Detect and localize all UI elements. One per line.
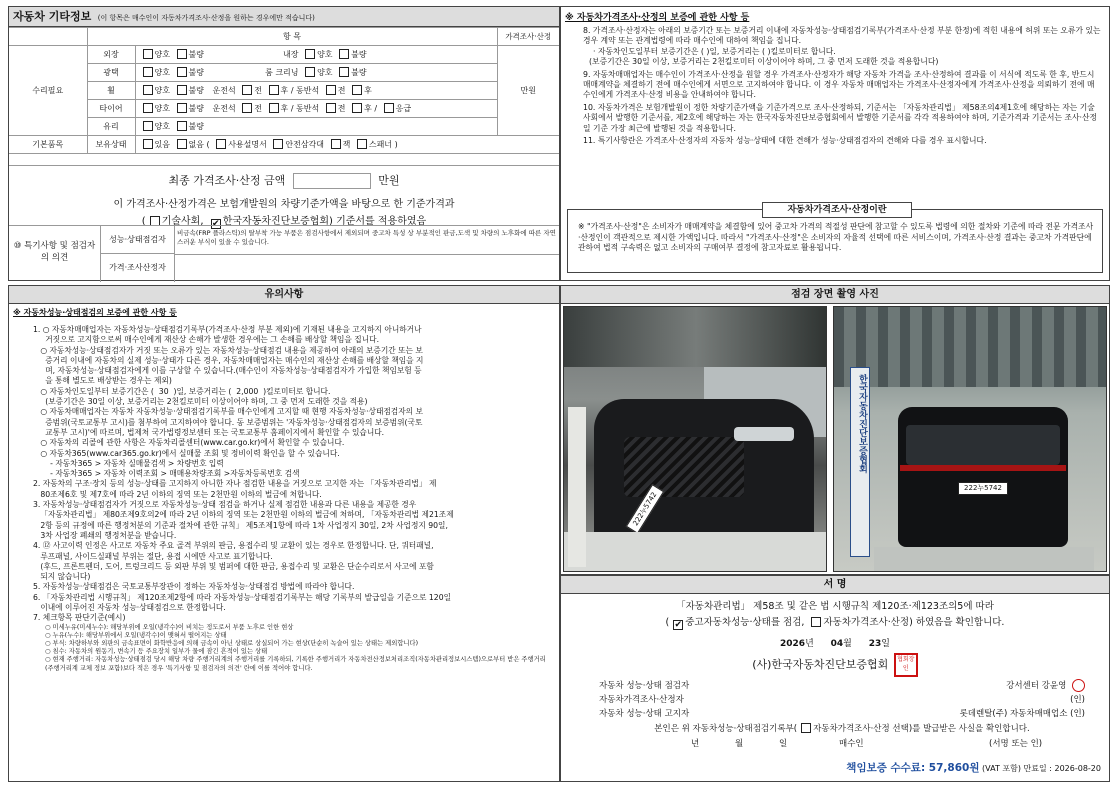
notes-line: 증범위(국토교통부 고시)를 첨부하여 고지하여야 합니다. 동 보증범위는 '자동차성능·상태점검자의 보증범위(국토 bbox=[33, 417, 423, 427]
criteria-item: ○ 현재 주행거리: 자동차성능·상태점검 당시 해당 차량 주행거리계의 주행거리를 기록하되, 기록한 주행거리가 자동차전산정보처리조직(자동차관리정보시스템)으로부터 받은 주행거리(주행거리계 교체 정보 포함)보다 적은 경우 '특기사항 및 점검자의 의견' 란에 이를 적어야 합니다. bbox=[45, 656, 546, 672]
checkbox-tire-bad[interactable] bbox=[177, 103, 187, 113]
inspection-items-table: 항 목 가격조사·산정 수리필요 외장 양호 불량 내장 양호 불량 만원 광택 양호 불량 룸 크리닝 양호 불량 휠 양호 불량 운전석 전 후 / 동반석 전 후 타이어 양호 불량 운전석 전 후 / 동반석 전 후 / 응급 유리 양호 불량 기본품목 보유상태 있음 없음 ( 사용설명서 안전삼각대 잭 스패너 ) bbox=[9, 27, 559, 154]
inspection-banner: 한국자동차진단보증협회 bbox=[850, 367, 870, 557]
confirm-text-1: 본인은 위 자동차성능·상태점검기록부( bbox=[654, 724, 798, 734]
signature-title: 서 명 bbox=[561, 576, 1109, 594]
checkbox-tire-driver-front[interactable] bbox=[242, 103, 252, 113]
buyer-label: 매수인 bbox=[839, 739, 864, 749]
price-value: 만원 bbox=[497, 46, 559, 136]
front-photo bbox=[563, 306, 827, 572]
guarantee-fee-vat: (VAT 포함) bbox=[982, 764, 1021, 773]
sign-row-inspector-label: 자동차 성능·상태 점검자 bbox=[599, 681, 690, 691]
association-seal: 협회장인 bbox=[894, 653, 918, 677]
notes-line: 루프패널, 사이드실패널 부위는 절단, 용접 시에만 사고로 표기합니다. bbox=[33, 551, 273, 561]
row-label-interior: 내장 bbox=[283, 50, 299, 59]
checkbox-wheel-driver-rear[interactable] bbox=[269, 85, 279, 95]
criteria-item: ○ 미세누유(미세누수): 해당부위에 오일(냉각수)이 비치는 정도로서 부품 노후로 인한 현상 bbox=[45, 623, 294, 631]
sign-row-inspector-value: 강서센터 강윤영 bbox=[1006, 681, 1067, 691]
checkbox-ref-kadia[interactable]: ✔ bbox=[211, 219, 220, 229]
col-price-header: 가격조사·산정 bbox=[497, 28, 559, 46]
rear-license-plate: 222누5742 bbox=[958, 482, 1008, 495]
row-label-wheel: 휠 bbox=[87, 82, 135, 100]
checkbox-wheel-bad[interactable] bbox=[177, 85, 187, 95]
checkbox-tire-emergency[interactable] bbox=[384, 103, 394, 113]
notes-line: 5. 자동차성능·상태점검은 국토교통부장관이 정하는 자동차성능·상태점검 방법에 따라야 합니다. bbox=[33, 582, 355, 592]
notes-line: (후드, 프론트펜더, 도어, 트렁크리드 등 외판 부위 및 범퍼에 대한 판금, 용접수리 및 교환은 단순수리로서 사고에 포함 bbox=[33, 561, 434, 571]
notes-line: 80조제6호 및 제7호에 따라 2년 이하의 징역 또는 2천만원 이하의 벌금에 처합니다. bbox=[33, 489, 322, 499]
row-label-tire: 타이어 bbox=[87, 100, 135, 118]
final-price-label: 최종 가격조사·산정 금액 bbox=[168, 174, 286, 187]
checkbox-wheel-pass-rear[interactable] bbox=[352, 85, 362, 95]
checkbox-glass-bad[interactable] bbox=[177, 121, 187, 131]
notes-subtitle: ※ 자동차성능·상태점검의 보증에 관한 사항 등 bbox=[13, 308, 177, 317]
notes-line: ○ 자동차매매업자는 자동차 자동차성능·상태점검기록부를 매수인에게 고지할 때 현행 자동차성능·상태점검자의 보 bbox=[33, 407, 423, 417]
notes-line: 며, 자동차성능·상태점검자에게 이를 구상할 수 있습니다.(매수인이 자동차성능·상태점검자가 가입한 책임보험 등 bbox=[33, 366, 422, 376]
criteria-item: ○ 누유(누수): 해당부위에서 오일(냉각수)이 맺혀서 떨어지는 상태 bbox=[45, 631, 227, 639]
checkbox-manual[interactable] bbox=[216, 139, 226, 149]
guarantee-item-8: 8. 가격조사·산정자는 아래의 보증기간 또는 보증거리 이내에 자동차성능·상태점검기록부(가격조사·산정 부분 한정)에 적힌 내용에 허위 또는 오류가 있는 경우 계약 또는 관계법령에 따라 매수인에 대하여 책임을 집니다. bbox=[583, 26, 1101, 46]
checkbox-interior-bad[interactable] bbox=[339, 49, 349, 59]
confirm-text-2: 자동차가격조사·산정 선택)를 발급받은 사실을 확인합니다. bbox=[813, 724, 1030, 734]
signature-section: 서 명 「자동차관리법」 제58조 및 같은 법 시행규칙 제120조·제123조의5에 따라 ( ✔ 중고자동차성능·상태를 점검, 자동차가격조사·산정) 하였음을 확인합니다. 2026년 04월 23일 (사)한국자동차진단보증협회 협회장인 자동차 성능·상태 점검자 강서센터 강윤영 자동차가격조사·산정자 (인) 자동차 성능·상태 고지자 롯데렌탈(주) 자동차매매업소 (인) 본인은 위 자동차성능·상태점검기록부( 자동차가격조사·산정 선택)를 발급받은 사실을 확인합니다. 년 월 일 매수인 (서명 또는 인) 책임보증 수수료: 57,860원 (VAT 포함) 만료일 : 2026-08-20 bbox=[560, 575, 1110, 782]
special-notes-label: ⑩ 특기사항 및 점검자의 의견 bbox=[9, 226, 101, 282]
notes-line: ○ 자동차성능·상태점검자가 거짓 또는 오류가 있는 자동차성능·상태점검 내용을 제공하여 아래의 보증기간 또는 보 bbox=[33, 345, 423, 355]
checkbox-gloss-good[interactable] bbox=[143, 67, 153, 77]
sign-month: 04 bbox=[830, 639, 844, 649]
group-repair-label: 수리필요 bbox=[9, 46, 87, 136]
sign-day: 23 bbox=[868, 639, 882, 649]
guarantee-item-11: 11. 특기사항란은 가격조사·산정자의 자동차 성능·상태에 대한 견해가 성능·상태점검자의 견해와 다를 경우 표시합니다. bbox=[583, 136, 987, 146]
notes-body bbox=[9, 321, 559, 624]
notes-line: 이내에 이루어진 자동차 성능·상태점검으로 한정합니다. bbox=[33, 603, 226, 613]
expiry-date: 만료일 : 2026-08-20 bbox=[1023, 764, 1101, 773]
checkbox-exterior-good[interactable] bbox=[143, 49, 153, 59]
notes-section bbox=[8, 285, 560, 782]
guarantee-fee: 책임보증 수수료: 57,860원 bbox=[846, 762, 980, 774]
notes-line: 「자동차관리법」 제80조제9호의2에 따라 2년 이하의 징역 또는 2천만원 이하의 벌금에 처하며, 「자동차관리법 제21조제 bbox=[33, 510, 454, 520]
checkbox-triangle[interactable] bbox=[273, 139, 283, 149]
notes-line: - 자동차365 > 자동차 실매물검색 > 차량번호 입력 bbox=[33, 458, 224, 468]
notes-line: 7. 체크항목 판단기준(예시) bbox=[33, 613, 126, 623]
checkbox-interior-good[interactable] bbox=[305, 49, 315, 59]
checkbox-spanner[interactable] bbox=[357, 139, 367, 149]
signature-law-line: 「자동차관리법」 제58조 및 같은 법 시행규칙 제120조·제123조의5에 따라 bbox=[676, 601, 994, 612]
notes-line: ○ 자동차인도일부터 보증기간은 ( 30 )일, 보증거리는 ( 2,000 )킬로미터로 합니다. bbox=[33, 386, 331, 396]
inspector-seal bbox=[1072, 679, 1085, 692]
notes-line: (보증기간은 30일 이상, 보증거리는 2천킬로미터 이상이어야 하며, 그 중 먼저 도래한 것을 적용) bbox=[33, 397, 368, 407]
guarantee-title: ※ 자동차가격조사·산정의 보증에 관한 사항 등 bbox=[565, 13, 750, 23]
checkbox-price-investigation[interactable] bbox=[811, 617, 821, 627]
definition-text: ※ "가격조사·산정"은 소비자가 매매계약을 체결함에 있어 중고차 가격의 적절성 판단에 참고할 수 있도록 법령에 의한 절차와 기준에 따라 전문 가격조사·산정인이 객관적으로 제시한 가액입니다. 따라서 "가격조사·산정"은 소비자의 자율적 선택에 따른 서비스이며, 가격조사·산정 결과는 중고차 가격판단에 관하여 법적 구속력은 없고 소비자의 구매여부 결정에 참고자료로 활용됩니다. bbox=[578, 222, 1094, 252]
basic-status-label: 보유상태 bbox=[87, 136, 135, 154]
notes-line: 4. ⑫ 사고이력 인정은 사고로 자동차 주요 골격 부위의 판금, 용접수리 및 교환이 있는 경우로 한정합니다. 단, 쿼터패널, bbox=[33, 541, 434, 551]
rear-photo bbox=[833, 306, 1107, 572]
sign-row-notifier-value: 롯데렌탈(주) 자동차매매업소 bbox=[959, 709, 1068, 719]
notes-line: 3. 자동차성능·상태점검자가 거짓으로 자동차성능·상태 점검을 하거나 실제 점검한 내용과 다른 내용을 제공한 경우 bbox=[33, 500, 417, 510]
checkbox-tire-pass-front[interactable] bbox=[326, 103, 336, 113]
definition-box bbox=[567, 205, 1103, 273]
notes-line: 을 통해 별도로 배상받는 경우는 제외) bbox=[33, 376, 172, 386]
section-title-note: (이 항목은 매수인이 자동차가격조사·산정을 원하는 경우에만 적습니다) bbox=[97, 14, 315, 22]
section-title-bar bbox=[9, 7, 559, 27]
checkbox-basic-have[interactable] bbox=[143, 139, 153, 149]
criteria-item: ○ 부식: 차량하부와 외판의 금속표면이 화학반응에 의해 금속이 아닌 상태로 상실되어 가는 현상(단순히 녹슬어 있는 상태는 제외합니다) bbox=[45, 640, 419, 648]
notes-title: 유의사항 bbox=[9, 286, 559, 304]
notes-line: 1. ○ 자동차매매업자는 자동차성능·상태점검기록부(가격조사·산정 부분 제외)에 기재된 내용을 고지하지 아니하거나 bbox=[33, 325, 422, 334]
checkbox-exterior-bad[interactable] bbox=[177, 49, 187, 59]
definition-title: 자동차가격조사·산정이란 bbox=[762, 202, 912, 218]
notes-line: ○ 자동차의 리콜에 관한 사항은 자동차리콜센터(www.car.go.kr)에서 확인할 수 있습니다. bbox=[33, 438, 345, 448]
notes-line: 증거리 이내에 자동차의 실제 성능·상태가 다른 경우, 자동차매매업자는 매수인의 재산상 손해를 배상할 책임을 지 bbox=[33, 355, 424, 365]
reference-line-1: 이 가격조사·산정가격은 보험개발원의 차량기준가액을 바탕으로 한 기준가격과 bbox=[113, 199, 455, 210]
buyer-sign: (서명 또는 인) bbox=[989, 739, 1043, 749]
checkbox-room-bad[interactable] bbox=[339, 67, 349, 77]
notes-line: 되지 않습니다) bbox=[33, 572, 91, 582]
checkbox-wheel-pass-front[interactable] bbox=[326, 85, 336, 95]
special-row-price-examiner: 가격·조사산정자 bbox=[101, 254, 175, 282]
checkbox-confirm-price[interactable] bbox=[801, 723, 811, 733]
checkbox-wheel-good[interactable] bbox=[143, 85, 153, 95]
special-row-inspector-text: 비금속(FRP 플라스틱)의 탈부착 가능 부품은 점검사항에서 제외되며 중고차 특성 상 부분적인 판금,도색 및 차량의 노후화에 따른 자연스러운 부식이 있을 수 있습니다. bbox=[177, 229, 556, 246]
guarantee-item-8-note: (보증기간은 30일 이상, 보증거리는 2천킬로미터 이상이어야 하며, 그 중 먼저 도래한 것을 적용합니다) bbox=[589, 57, 939, 67]
final-price-input[interactable] bbox=[293, 173, 371, 189]
final-price-unit: 만원 bbox=[378, 174, 400, 187]
sign-row-notifier-label: 자동차 성능·상태 고지자 bbox=[599, 709, 690, 719]
criteria-list bbox=[9, 624, 559, 673]
sign-year: 2026 bbox=[780, 639, 806, 649]
guarantee-item-10: 10. 자동차가격은 보험개발원이 정한 차량기준가액을 기준가격으로 조사·산정하되, 기준서는 「자동차관리법」 제58조의4제1호에 해당하는 자는 기술사회에서 발행한 기준서를, 제2호에 해당하는 자는 한국자동차진단보증협회에서 발행한 기준서를 각각 적용하여야 하며, 기준가격과 기준서는 조사·산정일 기준 가장 최근에 발행된 것을 적용합니다. bbox=[583, 102, 1098, 133]
notes-line: 거짓으로 고지함으로써 매수인에게 재산상 손해가 발생한 경우에는 그 손해를 배상할 책임을 집니다. bbox=[33, 335, 380, 345]
vehicle-other-info-section: 자동차 기타정보 (이 항목은 매수인이 자동차가격조사·산정을 원하는 경우에만 적습니다) 항 목 가격조사·산정 수리필요 외장 양호 불량 내장 양호 불량 만원 광택 양호 불량 룸 크리닝 양호 불량 휠 양호 불량 운전석 전 후 / 동반석 전 후 타이어 양호 불량 운전석 전 후 / 동반석 전 후 / 응급 유리 양호 불량 기본품목 보유상태 있음 없음 ( 사용설명서 안전삼각대 잭 스패너 ) 최종 가격조사·산정 금액 만원 이 가격조사·산정가격은 보험개발원의 차량기준가액을 바탕으로 한 기준가격과 ( 기술사회, ✔ 한국자동차진단보증협회) 기준서를 적용하였음 ⑩ 특기사항 및 점검자의 의견 성능·상태점검자 비금속(FRP 플라스틱)의 탈부착 가능 부품은 점검사항에서 제외되며 중고차 특성 상 부분적인 판금,도색 및 차량의 노후화에 따른 자연스러운 부식이 있을 수 있습니다. 가격·조사산정자 bbox=[8, 6, 560, 281]
photos-title: 점검 장면 촬영 사진 bbox=[561, 286, 1109, 304]
checkbox-tire-driver-rear[interactable] bbox=[269, 103, 279, 113]
sign-row-price-mark: (인) bbox=[1070, 695, 1085, 705]
checkbox-wheel-driver-front[interactable] bbox=[242, 85, 252, 95]
front-license-plate: 222누5742 bbox=[626, 484, 664, 534]
checkbox-basic-none[interactable] bbox=[177, 139, 187, 149]
notes-line: - 자동차365 > 자동차 이력조회 > 매매용차량조회 >자동차등록번호 검색 bbox=[33, 469, 300, 479]
sign-row-price-label: 자동차가격조사·산정자 bbox=[599, 695, 684, 705]
checkbox-tire-good[interactable] bbox=[143, 103, 153, 113]
row-label-glass: 유리 bbox=[87, 118, 135, 136]
special-row-inspector: 성능·상태점검자 bbox=[101, 226, 175, 254]
criteria-item: ○ 침수: 자동차의 원동기, 변속기 등 주요장치 일부가 물에 잠긴 흔적이 있는 상태 bbox=[45, 648, 268, 656]
checkbox-glass-good[interactable] bbox=[143, 121, 153, 131]
notes-line: 6. 「자동차관리법 시행규칙」 제120조제2항에 따라 자동차성능·상태점검기록부는 해당 기록부의 발급일을 기준으로 120일 bbox=[33, 592, 452, 602]
guarantee-item-9: 9. 자동차매매업자는 매수인이 가격조사·산정을 원할 경우 가격조사·산정자가 해당 자동차 가격을 조사·산정하여 결과를 이 서식에 적도록 한 후, 반드시 매매계약을 체결하기 전에 매수인에게 서면으로 고지하여야 합니다. 이 경우 자동차 매매업자는 가격조사·산정자에게 가격조사·산정을 의뢰하기 전에 매수인에게 가격조사·산정 비용을 안내하여야 합니다. bbox=[583, 69, 1095, 100]
notes-line: ○ 자동차365(www.car365.go.kr)에서 실매물 조회 및 정비이력 확인을 할 수 있습니다. bbox=[33, 448, 340, 458]
row-label-gloss: 광택 bbox=[87, 64, 135, 82]
notes-line: 2. 자동차의 구조·장치 등의 성능·상태를 고지하지 아니한 자나 점검한 내용을 거짓으로 고지한 자는 「자동차관리법」 제 bbox=[33, 479, 437, 489]
checkbox-used-car-inspection[interactable]: ✔ bbox=[674, 620, 683, 630]
checkbox-jack[interactable] bbox=[331, 139, 341, 149]
notes-line: 교통부 고시)'에 따르며, 법제처 국가법령정보센터 또는 국토교통부 홈페이지에서 확인할 수 있습니다. bbox=[33, 427, 385, 437]
row-label-room-cleaning: 룸 크리닝 bbox=[265, 68, 299, 77]
price-guarantee-section bbox=[560, 6, 1110, 281]
checkbox-room-good[interactable] bbox=[305, 67, 315, 77]
group-basic-label: 기본품목 bbox=[9, 136, 87, 154]
notes-line: 2항 등의 규정에 따른 행정처분의 기준과 절차에 관한 규칙」 제5조제1항에 따라 1차 사업정지 30일, 2차 사업정지 90일, bbox=[33, 520, 448, 530]
row-label-exterior: 외장 bbox=[87, 46, 135, 64]
association-name: (사)한국자동차진단보증협회 bbox=[752, 658, 889, 671]
checkbox-tire-pass-rear[interactable] bbox=[352, 103, 362, 113]
checkbox-gloss-bad[interactable] bbox=[177, 67, 187, 77]
col-item-header: 항 목 bbox=[87, 28, 497, 46]
photos-section bbox=[560, 285, 1110, 575]
notes-line: 3차 사업장 폐쇄의 행정처분을 받습니다. bbox=[33, 530, 177, 540]
guarantee-item-8-period: · 자동차인도일부터 보증기간은 ( )일, 보증거리는 ( )킬로미터로 합니다. bbox=[593, 46, 836, 56]
section-title: 자동차 기타정보 bbox=[13, 10, 92, 23]
